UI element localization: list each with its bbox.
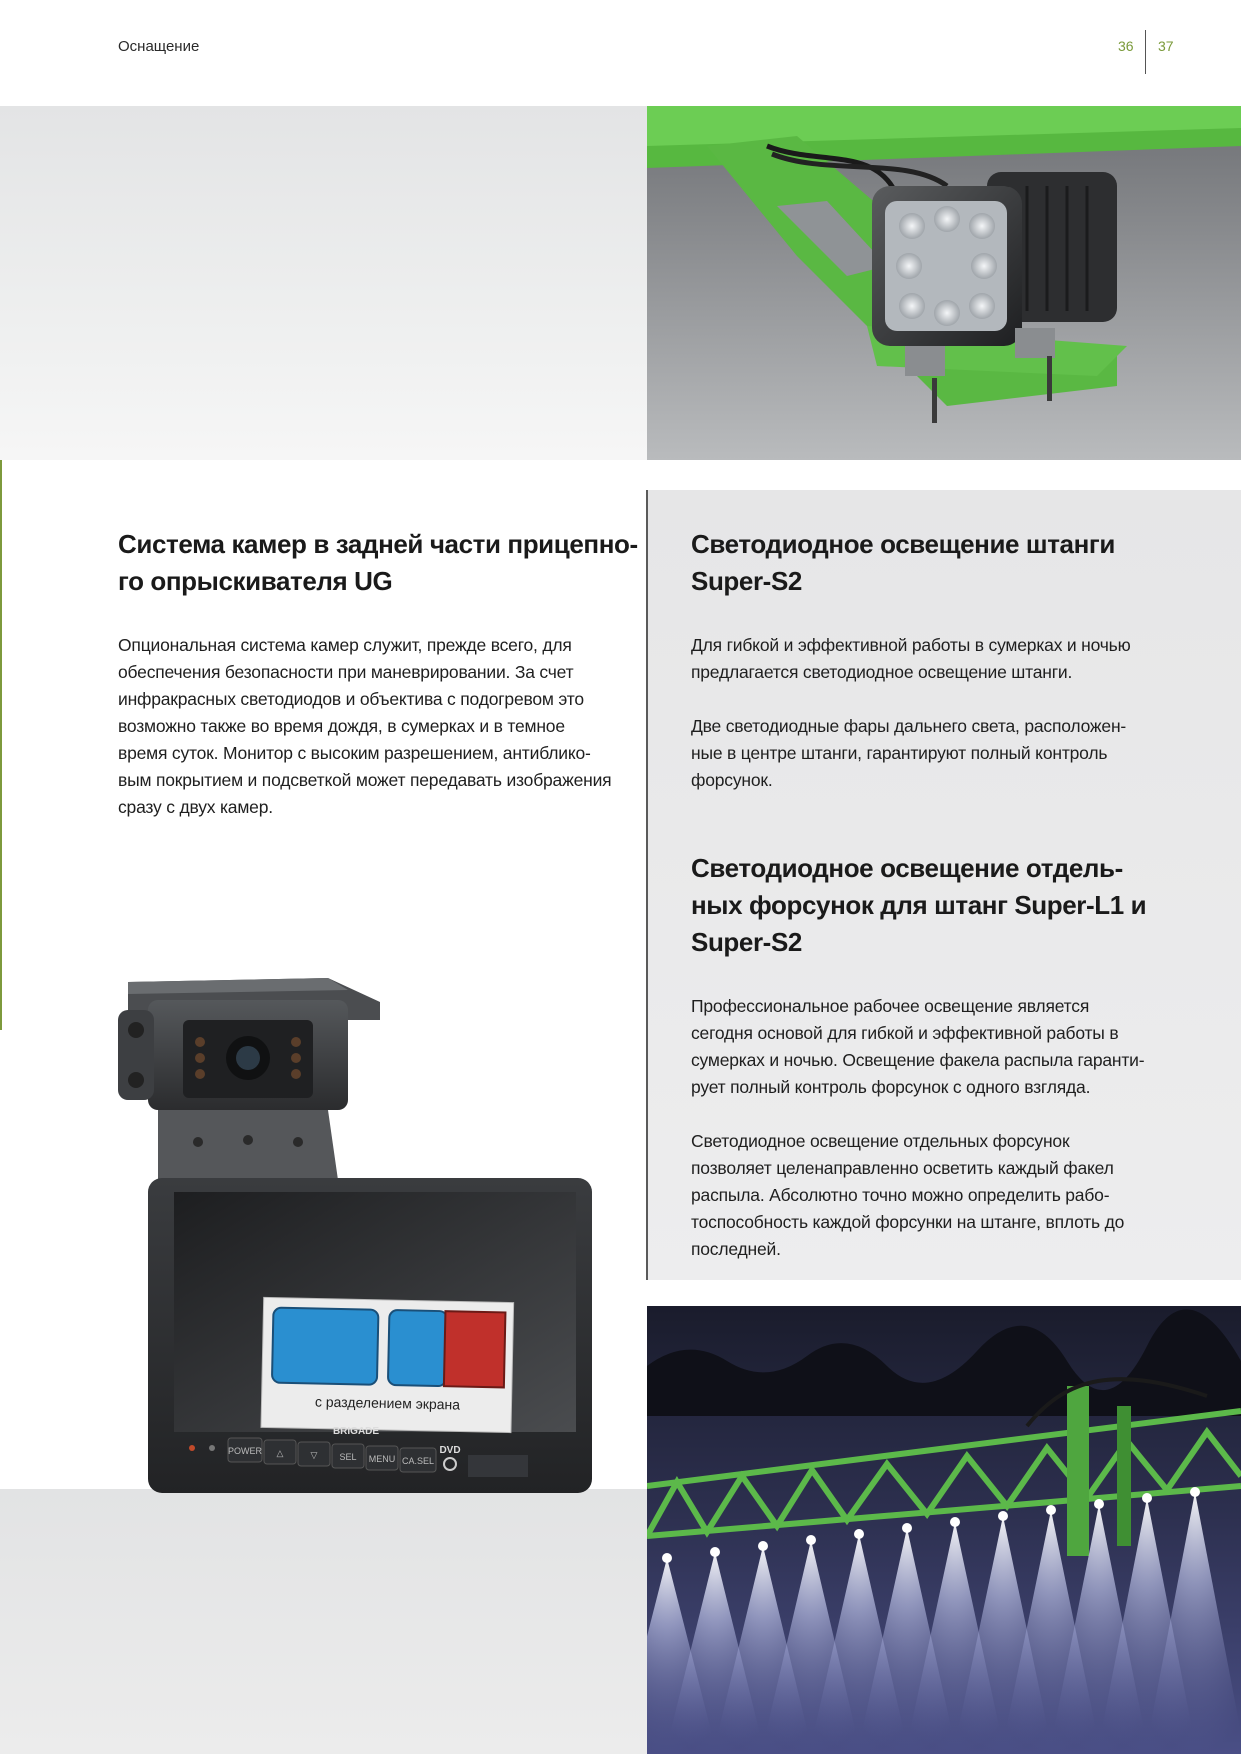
body-line: последней.: [691, 1239, 781, 1259]
body-line: сегодня основой для гибкой и эффективной работы в: [691, 1023, 1119, 1043]
header-divider: [1145, 30, 1146, 74]
body-line: сумерках и ночью. Освещение факела распыла гаранти-: [691, 1050, 1145, 1070]
body-line: ные в центре штанги, гарантируют полный контроль: [691, 743, 1108, 763]
power-button-label: POWER: [227, 1446, 263, 1456]
body-line: Профессиональное рабочее освещение является: [691, 996, 1090, 1016]
camera-system-body: [118, 632, 628, 821]
body-line: Для гибкой и эффективной работы в сумерках и ночью: [691, 635, 1131, 655]
title-line: Светодиодное освещение отдель-: [691, 853, 1123, 883]
title-line: Система камер в задней части прицепно-: [118, 529, 638, 559]
page-number-right: 37: [1158, 38, 1174, 54]
nozzle-lighting-paragraph-1: [691, 993, 1191, 1101]
body-line: форсунок.: [691, 770, 773, 790]
dvd-label: DVD: [439, 1445, 461, 1456]
top-left-background: [0, 106, 647, 460]
left-edge-stripe: [0, 460, 2, 1030]
body-line: инфракрасных светодиодов и объектива с подогревом это: [118, 689, 584, 709]
led-work-light-photo: [647, 106, 1241, 460]
boom-nozzle-lighting-night-photo: [647, 1306, 1241, 1754]
nozzle-lighting-title: [691, 850, 1191, 961]
body-line: вым покрытием и подсветкой может передавать изображения: [118, 770, 612, 790]
sel-button-label: SEL: [339, 1452, 357, 1462]
camera-system-section: [118, 526, 638, 821]
body-line: распыла. Абсолютно точно можно определить рабо-: [691, 1185, 1110, 1205]
nozzle-lighting-paragraph-2: [691, 1128, 1191, 1263]
menu-button-label: MENU: [368, 1454, 396, 1464]
body-line: рует полный контроль форсунок с одного взгляда.: [691, 1077, 1091, 1097]
body-line: время суток. Монитор с высоким разрешением, антиблико-: [118, 743, 591, 763]
body-line: Светодиодное освещение отдельных форсунок: [691, 1131, 1070, 1151]
down-button-label: ▽: [310, 1450, 318, 1460]
rear-camera-and-monitor-photo: [88, 950, 628, 1510]
bottom-left-background: [0, 1489, 647, 1754]
section-label: Оснащение: [118, 38, 200, 55]
monitor-brand-label: BRIGADE: [332, 1426, 380, 1437]
page-number-left: 36: [1118, 38, 1134, 54]
casel-button-label: CA.SEL: [401, 1456, 435, 1466]
body-line: позволяет целенаправленно осветить каждый факел: [691, 1158, 1114, 1178]
boom-lighting-title: [691, 526, 1191, 600]
title-line: го опрыскивателя UG: [118, 566, 393, 596]
title-line: Светодиодное освещение штанги: [691, 529, 1115, 559]
camera-system-title: [118, 526, 638, 600]
boom-lighting-paragraph-1: [691, 632, 1191, 686]
body-line: Две светодиодные фары дальнего света, расположен-: [691, 716, 1127, 736]
boom-lighting-paragraph-2: [691, 713, 1191, 794]
title-line: ных форсунок для штанг Super-L1 и: [691, 890, 1147, 920]
up-button-label: △: [276, 1448, 284, 1458]
body-line: возможно также во время дождя, в сумерках и в темное: [118, 716, 565, 736]
split-screen-label: с разделением экрана: [314, 1393, 461, 1413]
title-line: Super-S2: [691, 566, 802, 596]
title-line: Super-S2: [691, 927, 802, 957]
body-line: обеспечения безопасности при маневрировании. За счет: [118, 662, 574, 682]
body-line: сразу с двух камер.: [118, 797, 273, 817]
body-line: предлагается светодиодное освещение штанги.: [691, 662, 1073, 682]
body-line: тоспособность каждой форсунки на штанге, вплоть до: [691, 1212, 1125, 1232]
led-lighting-section: [691, 526, 1191, 1263]
body-line: Опциональная система камер служит, прежде всего, для: [118, 635, 572, 655]
